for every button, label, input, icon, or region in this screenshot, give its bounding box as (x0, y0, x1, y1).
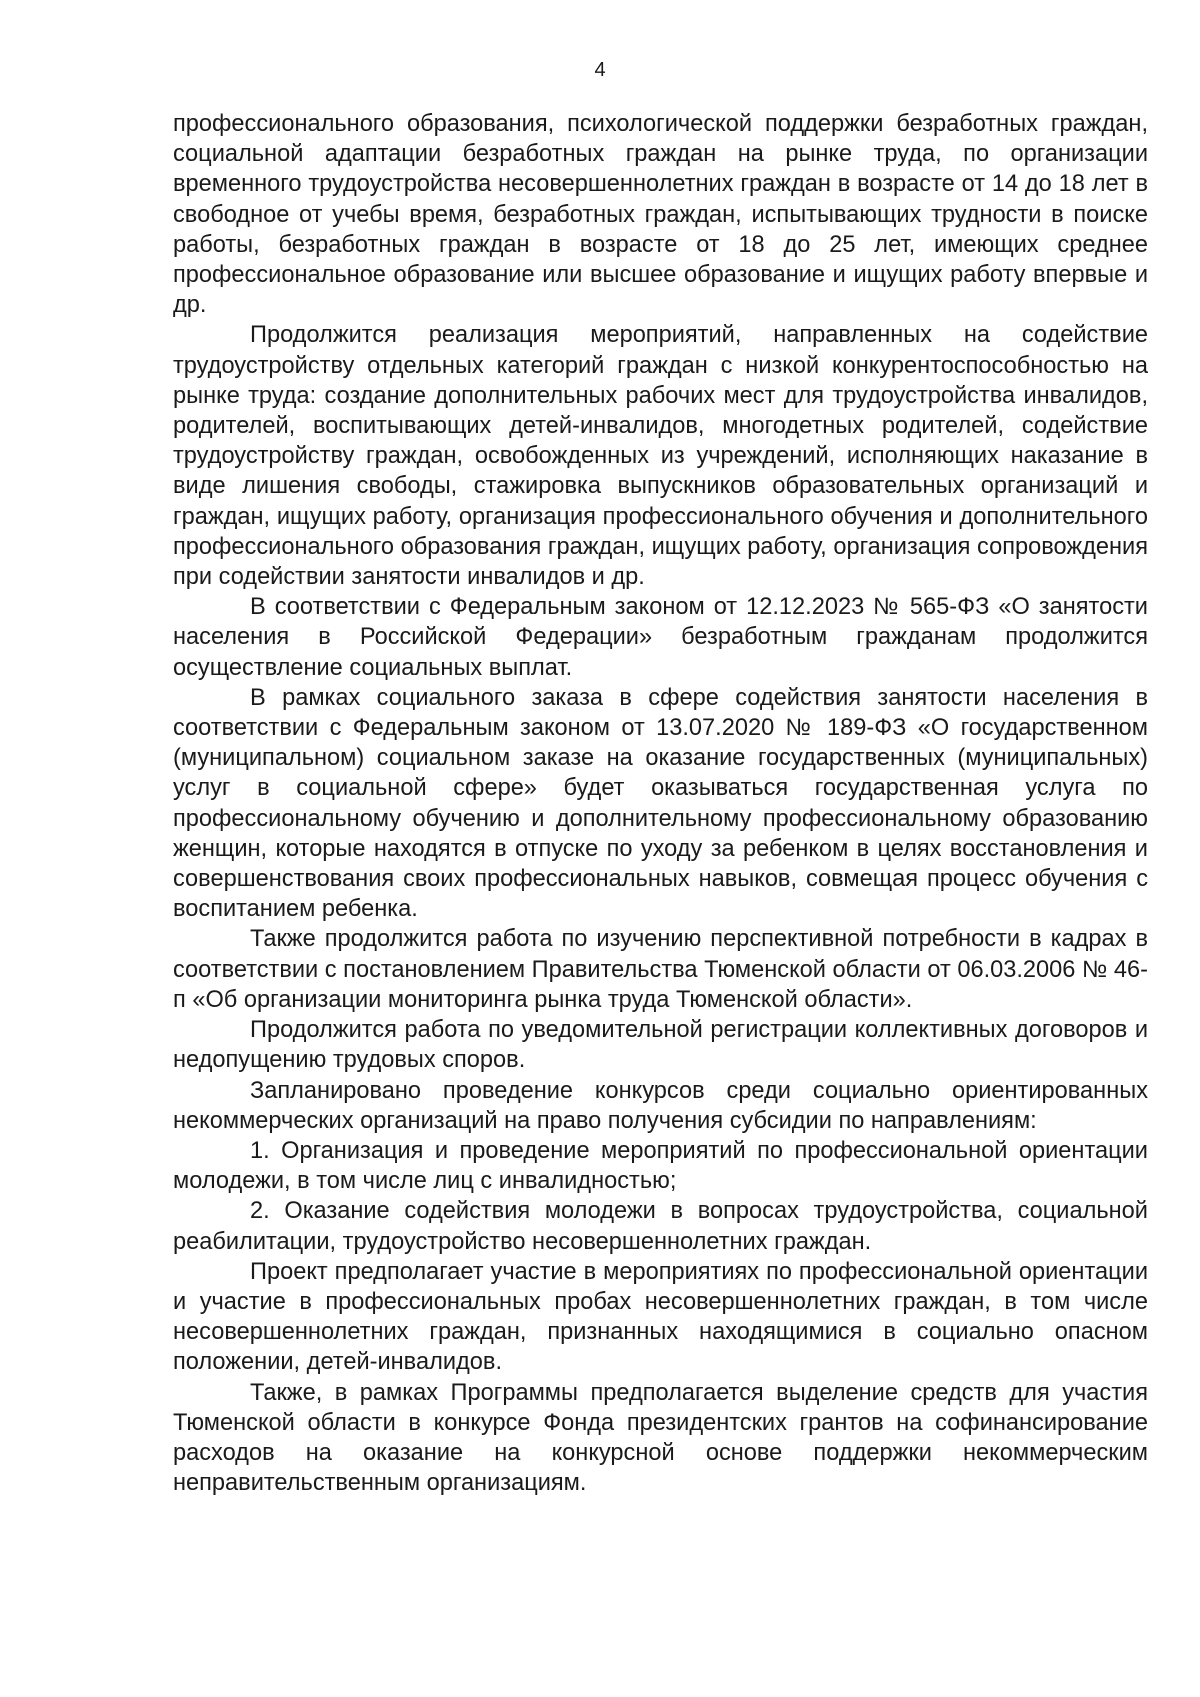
paragraph-employment-measures: Продолжится реализация мероприятий, направленных на содействие трудоустройству отдельных категорий граждан с низкой конкурентоспособностью на рынке труда: создание дополнительных рабочих мест для трудоустройства инвалидов, родителей, воспитывающих детей-инвалидов, многодетных родителей, содействие трудоустройству граждан, освобожденных из учреждений, исполняющих наказание в виде лишения свободы, стажировка выпускников образовательных организаций и граждан, ищущих работу, организация профессионального обучения и дополнительного профессионального образования граждан, ищущих работу, организация сопровождения при содействии занятости инвалидов и др. (173, 322, 1148, 591)
paragraph-competitions: Запланировано проведение конкурсов среди социально ориентированных некоммерческих организаций на право получения субсидии по направлениям: (173, 1077, 1148, 1134)
list-item-1: 1. Организация и проведение мероприятий по профессиональной ориентации молодежи, в том числе лиц с инвалидностью; (173, 1137, 1148, 1195)
paragraph-project: Проект предполагает участие в мероприятиях по профессиональной ориентации и участие в профессиональных пробах несовершеннолетних граждан, в том числе несовершеннолетних граждан, признанных находящимися в социально опасном положении, детей-инвалидов. (173, 1258, 1148, 1376)
paragraph-grants: Также, в рамках Программы предполагается выделение средств для участия Тюменской области в конкурсе Фонда президентских грантов на софинансирование расходов на оказание на конкурсной основе поддержки некоммерческим неправительственным организациям. (173, 1379, 1148, 1497)
list-item-2: 2. Оказание содействия молодежи в вопросах трудоустройства, социальной реабилитации, трудоустройство несовершеннолетних граждан. (173, 1198, 1148, 1255)
paragraph-social-order: В рамках социального заказа в сфере содействия занятости населения в соответствии с Федеральным законом от 13.07.2020 № 189-ФЗ «О государственном (муниципальном) социальном заказе на оказание государственных (муниципальных) услуг в социальной сфере» будет оказываться государственная услуга по профессиональному обучению и дополнительному профессиональному образованию женщин, которые находятся в отпуске по уходу за ребенком в целях восстановления и совершенствования своих профессиональных навыков, совмещая процесс обучения с воспитанием ребенка. (173, 684, 1148, 923)
paragraph-continuation: профессионального образования, психологической поддержки безработных граждан, социальной адаптации безработных граждан на рынке труда, по организации временного трудоустройства несовершеннолетних граждан в возрасте от 14 до 18 лет в свободное от учебы время, безработных граждан, испытывающих трудности в поиске работы, безработных граждан в возрасте от 18 до 25 лет, имеющих среднее профессиональное образование или высшее образование и ищущих работу впервые и др. (173, 111, 1148, 319)
page-number: 4 (594, 59, 606, 81)
document-body (173, 109, 1148, 1498)
paragraph-collective-agreements: Продолжится работа по уведомительной регистрации коллективных договоров и недопущению трудовых споров. (173, 1017, 1148, 1074)
paragraph-staffing-needs: Также продолжится работа по изучению перспективной потребности в кадрах в соответствии с постановлением Правительства Тюменской области от 06.03.2006 № 46-п «Об организации мониторинга рынка труда Тюменской области». (173, 926, 1148, 1013)
paragraph-social-payments: В соответствии с Федеральным законом от 12.12.2023 № 565-ФЗ «О занятости населения в Российской Федерации» безработным гражданам продолжится осуществление социальных выплат. (173, 594, 1148, 681)
